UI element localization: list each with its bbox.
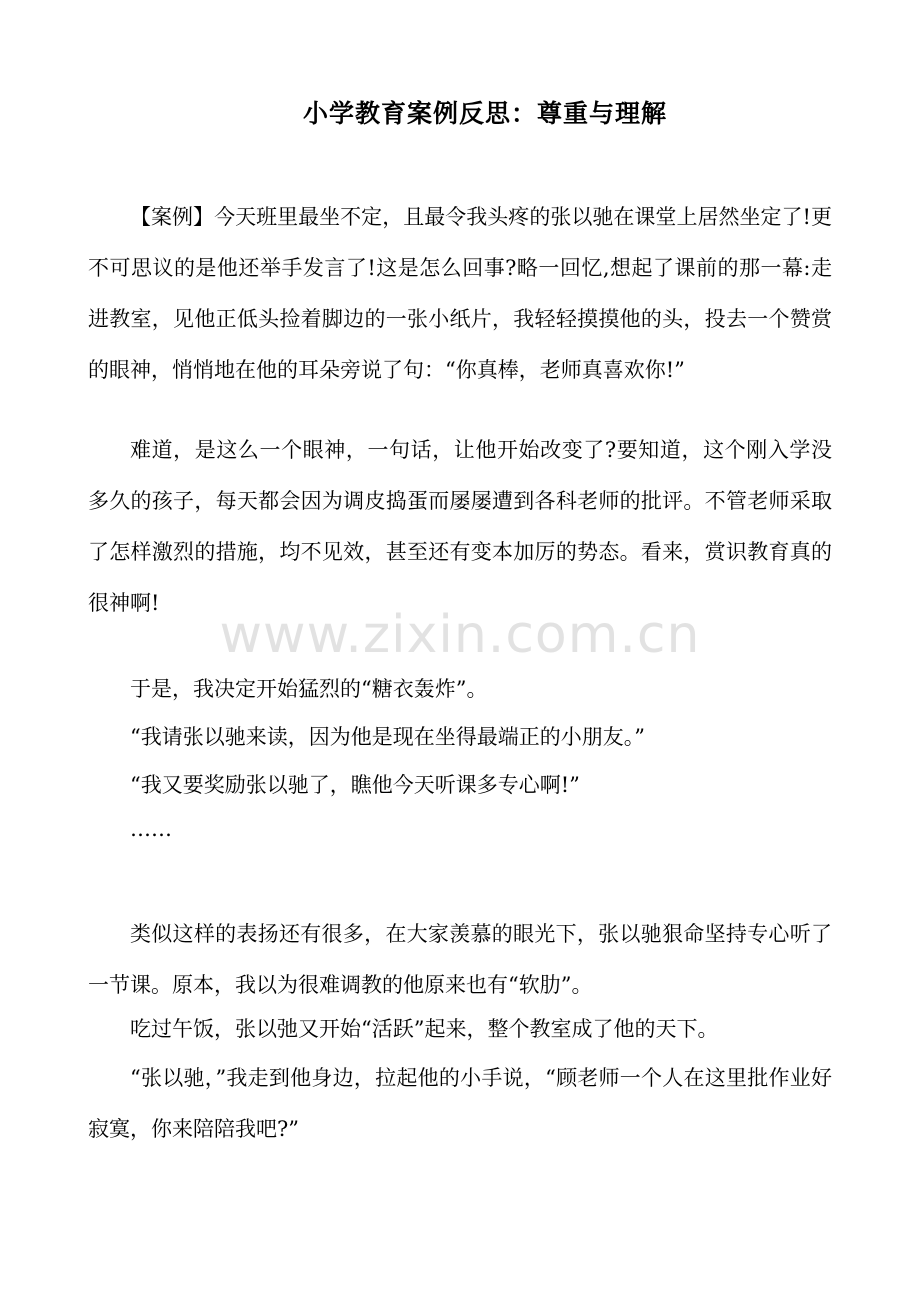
paragraph-quote-2: “我又要奖励张以驰了，瞧他今天听课多专心啊!” (130, 773, 580, 797)
document-title: 小学教育案例反思：尊重与理解 (302, 99, 667, 128)
paragraph-invite: “张以驰，”我走到他身边，拉起他的小手说，“顾老师一个人在这里批作业好寂寞，你来陪陪我吧?” (88, 1066, 832, 1141)
paragraph-ellipsis: …… (130, 817, 172, 841)
paragraph-quote-1: “我请张以驰来读，因为他是现在坐得最端正的小朋友。” (130, 725, 645, 749)
paragraph-decision: 于是，我决定开始猛烈的“糖衣轰炸”。 (130, 677, 488, 701)
paragraph-lunch: 吃过午饭，张以弛又开始“活跃”起来，整个教室成了他的天下。 (130, 1017, 719, 1041)
watermark: www.zixin.com.cn (219, 605, 701, 665)
paragraph-reflection: 难道，是这么一个眼神，一句话，让他开始改变了?要知道，这个刚入学没多久的孩子，每天都会因为调皮捣蛋而屡屡遭到各科老师的批评。不管老师采取了怎样激烈的措施，均不见效，甚至还有变本加厉的势态。看来，赏识教育真的很神啊! (88, 438, 832, 615)
paragraph-praise: 类似这样的表扬还有很多，在大家羡慕的眼光下，张以驰狠命坚持专心听了一节课。原本，我以为很难调教的他原来也有“软肋”。 (88, 922, 832, 997)
paragraph-case: 【案例】今天班里最坐不定，且最令我头疼的张以驰在课堂上居然坐定了!更不可思议的是他还举手发言了!这是怎么回事?略一回忆,想起了课前的那一幕:走进教室，见他正低头捡着脚边的一张小纸片，我轻轻摸摸他的头，投去一个赞赏的眼神，悄悄地在他的耳朵旁说了句：“你真棒，老师真喜欢你!” (88, 205, 832, 382)
